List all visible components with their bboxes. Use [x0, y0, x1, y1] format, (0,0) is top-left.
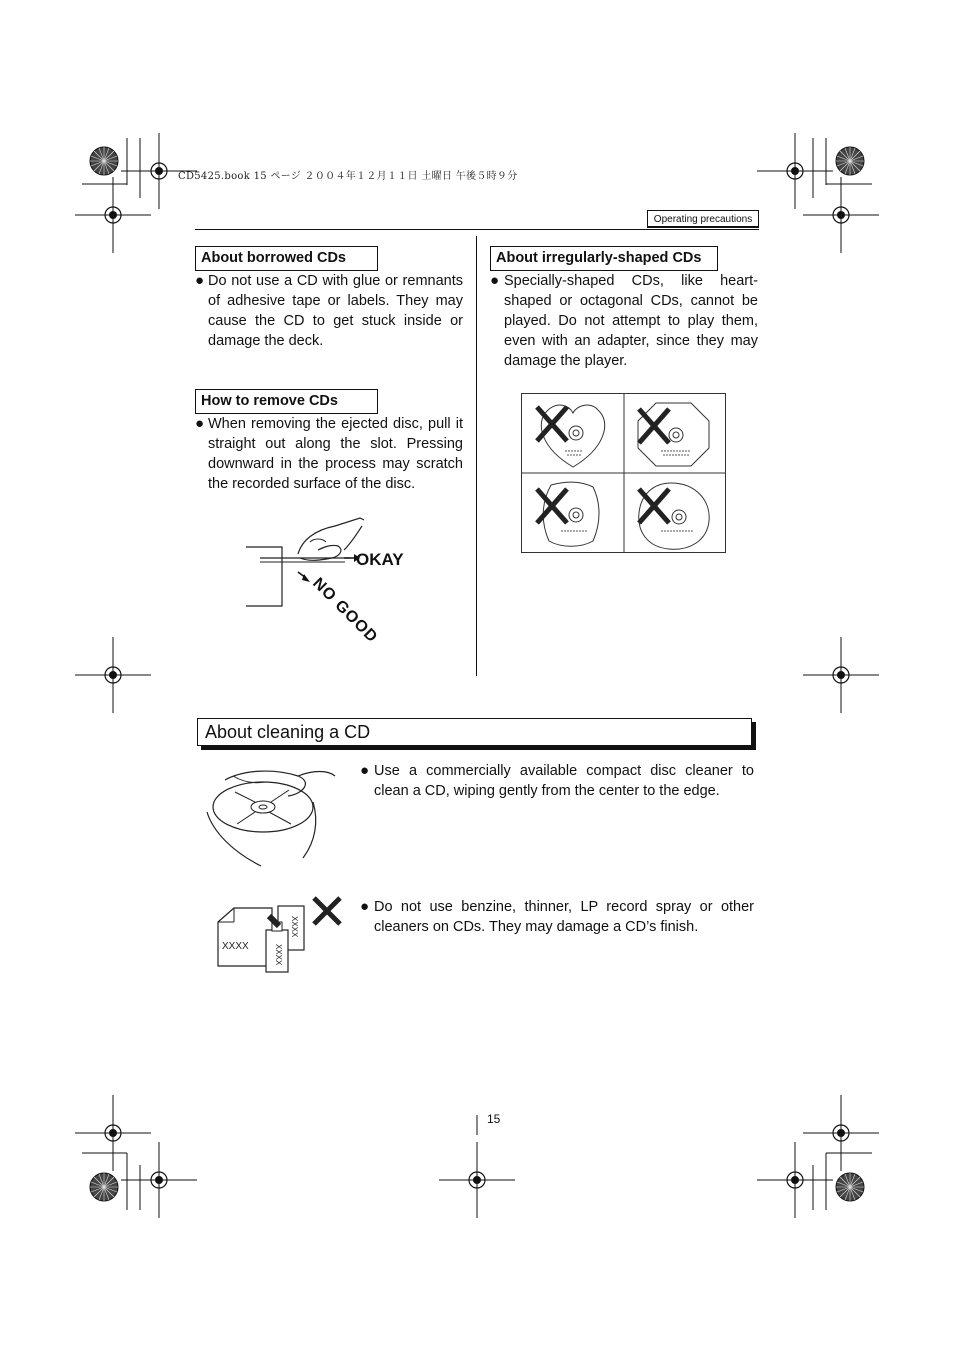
remove-cds-text: When removing the ejected disc, pull it straight out along the slot. Pressing downward in the process may scratch the recorded surface of the disc.	[208, 416, 463, 492]
no-good-label: NO GOOD	[309, 574, 381, 647]
cleaning-item-2	[360, 897, 754, 937]
registration-mark-icon	[803, 637, 879, 713]
bullet-icon: ●	[195, 272, 205, 289]
registration-mark-icon	[90, 147, 118, 175]
svg-text:XXXX: XXXX	[290, 916, 299, 938]
registration-mark-icon	[803, 1095, 879, 1171]
cleaning-item-1	[360, 761, 754, 801]
registration-mark-icon	[90, 1173, 118, 1201]
running-head: Operating precautions	[647, 210, 759, 228]
borrowed-cds-item	[195, 271, 463, 351]
solvent-bottles-illustration	[214, 892, 354, 982]
column-divider	[476, 236, 477, 676]
irregular-cds-text: Specially-shaped CDs, like heart-shaped or octagonal CDs, cannot be played. Do not attempt to play them, even with an adapter, since they may damage the player.	[504, 273, 758, 369]
registration-mark-icon	[757, 133, 833, 209]
cd-removal-illustration	[240, 510, 440, 650]
registration-mark-icon	[836, 1173, 864, 1201]
registration-mark-icon	[803, 177, 879, 253]
registration-mark-icon	[836, 147, 864, 175]
borrowed-cds-text: Do not use a CD with glue or remnants of adhesive tape or labels. They may cause the CD to get stuck inside or damage the deck.	[208, 273, 463, 349]
borrowed-cds-heading: About borrowed CDs	[195, 246, 378, 271]
okay-label: OKAY	[356, 550, 404, 569]
cd-cleaning-illustration	[203, 762, 343, 872]
registration-mark-icon	[757, 1142, 833, 1218]
remove-cds-item	[195, 414, 463, 494]
arrow-icon	[235, 790, 291, 824]
bullet-icon: ●	[360, 762, 370, 779]
print-info: CD5425.book 15 ページ ２００４年１２月１１日 土曜日 午後５時９分	[178, 171, 518, 182]
bullet-icon: ●	[490, 272, 500, 289]
irregular-cd-grid	[521, 393, 727, 555]
registration-mark-icon	[439, 1142, 515, 1218]
registration-mark-icon	[121, 1142, 197, 1218]
bottle-label: XXXX	[222, 941, 249, 952]
page-number: 15	[487, 1112, 501, 1126]
cleaning-heading: About cleaning a CD	[197, 718, 752, 746]
bullet-icon: ●	[195, 415, 205, 432]
irregular-cds-item	[490, 271, 758, 371]
cleaning-text-2: Do not use benzine, thinner, LP record spray or other cleaners on CDs. They may damage a CD’s finish.	[374, 899, 754, 935]
registration-mark-icon	[75, 637, 151, 713]
cross-mark-icon	[314, 898, 340, 924]
registration-mark-icon	[75, 1095, 151, 1171]
remove-cds-heading: How to remove CDs	[195, 389, 378, 414]
svg-text:XXXX: XXXX	[274, 944, 283, 966]
irregular-cds-heading: About irregularly-shaped CDs	[490, 246, 718, 271]
arrow-icon	[298, 572, 310, 582]
cleaning-text-1: Use a commercially available compact disc cleaner to clean a CD, wiping gently from the center to the edge.	[374, 763, 754, 799]
bullet-icon: ●	[360, 898, 370, 915]
header-rule	[195, 229, 759, 230]
